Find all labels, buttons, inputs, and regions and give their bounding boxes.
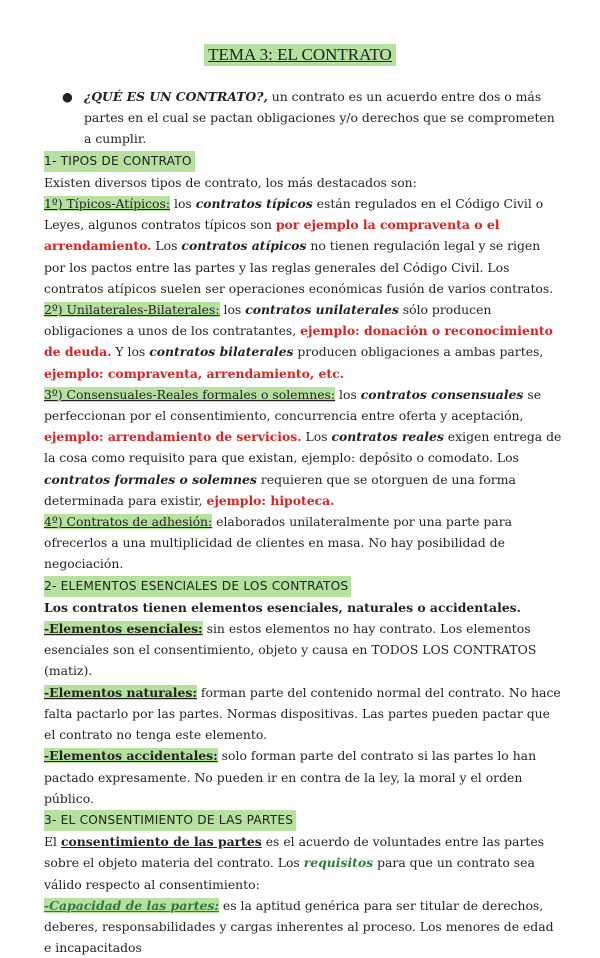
intro-question: ¿QUÉ ES UN CONTRATO?, (84, 89, 268, 104)
element-natural-paragraph: -Elementos naturales: forman parte del contenido normal del contrato. No hace falta pactarlo por las partes. Normas dispositivas. Las partes pueden pactar que el contrato no tenga este elemento. (44, 684, 561, 743)
example-text: ejemplo: arrendamiento de servicios. (44, 429, 302, 445)
type-1-paragraph: 1º) Típicos-Atípicos: los contratos típicos están regulados en el Código Civil o Leyes, algunos contratos típicos son por ejemplo la compraventa o el arrendamiento. Los contratos atípicos no tienen regulación legal y se rigen por los pactos entre las partes y las reglas generales del Código Civil. Los contratos atípicos suelen ser operaciones económicas fusión de varios contratos. (44, 196, 554, 296)
example-text: ejemplo: compraventa, arrendamiento, etc. (44, 365, 344, 381)
section-heading-3: 3- EL CONSENTIMIENTO DE LAS PARTES (44, 810, 296, 831)
type-1-label: 1º) Típicos-Atípicos: (44, 196, 171, 212)
s2-lead: Los contratos tienen elementos esenciales, naturales o accidentales. (44, 599, 521, 615)
element-essential-label: -Elementos esenciales: (44, 621, 203, 637)
intro-paragraph (44, 86, 564, 150)
type-4-paragraph: 4º) Contratos de adhesión: elaborados unilateralmente por una parte para ofrecerlos a una multiplicidad de clientes en masa. No hay posibilidad de negociación. (44, 514, 513, 572)
element-accidental-label: -Elementos accidentales: (44, 748, 218, 764)
example-text: por ejemplo la compraventa o el arrendamiento. (44, 217, 500, 254)
element-accidental-paragraph: -Elementos accidentales: solo forman parte del contrato si las partes lo han pactado expresamente. No pueden ir en contra de la ley, la moral y el orden público. (44, 748, 537, 806)
type-3-label: 3º) Consensuales-Reales formales o solemnes: (44, 386, 336, 402)
type-2-paragraph: 2º) Unilaterales-Bilaterales: los contratos unilaterales sólo producen obligaciones a unos de los contratantes, ejemplo: donación o reconocimiento de deuda. Y los contratos bilaterales producen obligaciones a ambas partes, ejemplo: compraventa, arrendamiento, etc. (44, 302, 553, 381)
type-2-label: 2º) Unilaterales-Bilaterales: (44, 302, 220, 318)
type-4-label: 4º) Contratos de adhesión: (44, 514, 213, 530)
document-body (44, 86, 564, 958)
section-heading-1: 1- TIPOS DE CONTRATO (44, 151, 195, 172)
section-heading-2: 2- ELEMENTOS ESENCIALES DE LOS CONTRATOS (44, 576, 351, 597)
s1-lead: Existen diversos tipos de contrato, los más destacados son: (44, 174, 417, 190)
consent-paragraph: El consentimiento de las partes es el acuerdo de voluntades entre las partes sobre el objeto materia del contrato. Los requisitos para que un contrato sea válido respecto al consentimiento: (44, 834, 545, 892)
example-text: ejemplo: donación o reconocimiento de deuda. (44, 323, 553, 360)
element-essential-paragraph: -Elementos esenciales: sin estos elementos no hay contrato. Los elementos esenciales son el consentimiento, objeto y causa en TODOS LOS CONTRATOS (matiz). (44, 621, 537, 679)
intro-text: un contrato es un acuerdo entre dos o más partes en el cual se pactan obligaciones y/o derechos que se comprometen a cumplir. (84, 89, 555, 147)
element-natural-label: -Elementos naturales: (44, 684, 197, 700)
type-3-paragraph: 3º) Consensuales-Reales formales o solemnes: los contratos consensuales se perfeccionan por el consentimiento, concurrencia entre oferta y aceptación, ejemplo: arrendamiento de servicios. Los contratos reales exigen entrega de la cosa como requisito para que existan, ejemplo: depósito o comodato. Los contratos formales o solemnes requieren que se otorguen de una forma determinada para existir, ejemplo: hipoteca. (44, 386, 562, 508)
bullet-icon: ● (62, 89, 73, 104)
example-text: ejemplo: hipoteca. (206, 492, 335, 508)
capacity-paragraph: -Capacidad de las partes: es la aptitud genérica para ser titular de derechos, deberes, responsabilidades y cargas inherentes al proceso. Los menores de edad e incapacitados (44, 897, 554, 956)
capacity-label: -Capacidad de las partes: (44, 897, 219, 913)
page-title: TEMA 3: EL CONTRATO (204, 44, 396, 66)
